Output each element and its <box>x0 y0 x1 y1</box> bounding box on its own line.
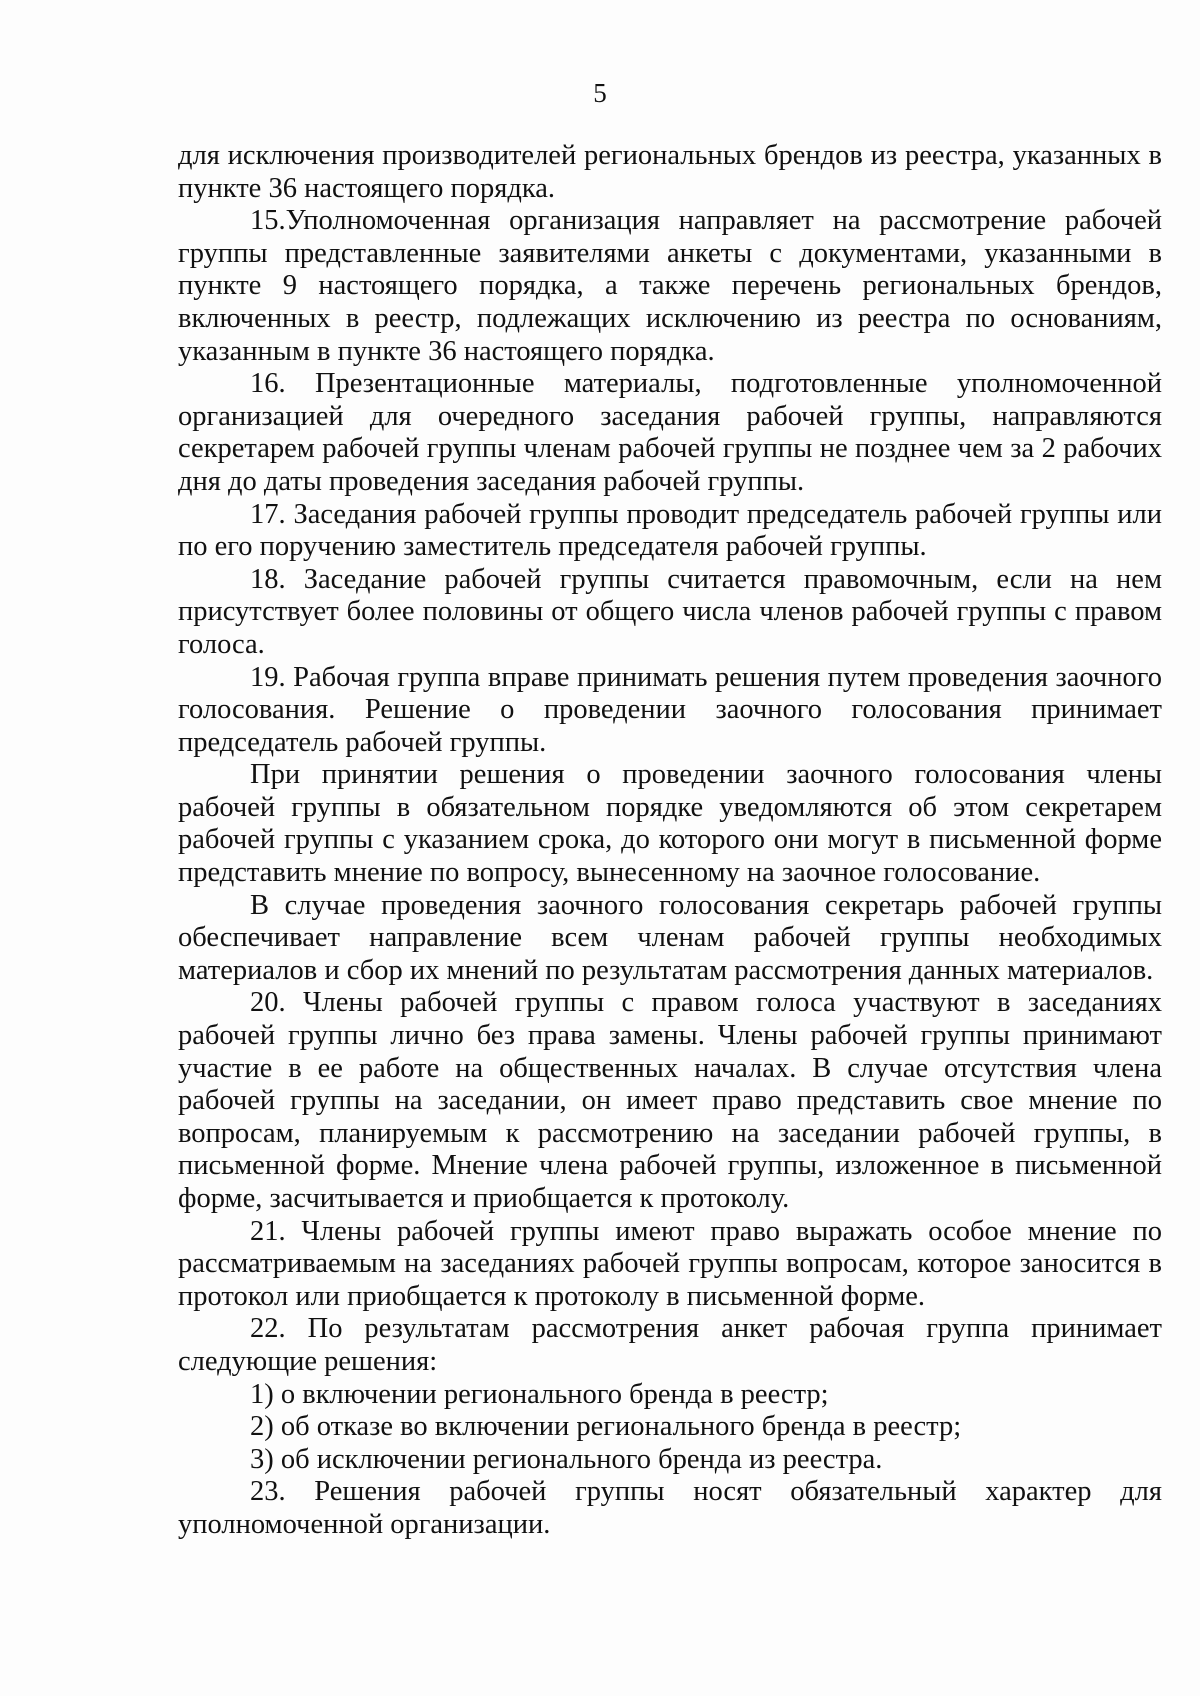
paragraph-item-17: 17. Заседания рабочей группы проводит председатель рабочей группы или по его поручению заместитель председателя рабочей группы. <box>178 498 1162 563</box>
paragraph-item-20: 20. Члены рабочей группы с правом голоса участвуют в заседаниях рабочей группы лично без права замены. Члены рабочей группы принимают участие в ее работе на общественных началах. В случае отсутствия члена рабочей группы на заседании, он имеет право представить свое мнение по вопросам, планируемым к рассмотрению на заседании рабочей группы, в письменной форме. Мнение члена рабочей группы, изложенное в письменной форме, засчитывается и приобщается к протоколу. <box>178 987 1162 1214</box>
paragraph-item-15: 15.Уполномоченная организация направляет на рассмотрение рабочей группы представленные заявителями анкеты с документами, указанными в пункте 9 настоящего порядка, а также перечень региональных брендов, включенных в реестр, подлежащих исключению из реестра по основаниям, указанным в пункте 36 настоящего порядка. <box>178 205 1162 367</box>
decision-option-2: 2) об отказе во включении регионального бренда в реестр; <box>250 1411 962 1443</box>
paragraph-item-21: 21. Члены рабочей группы имеют право выражать особое мнение по рассматриваемым на заседаниях рабочей группы вопросам, которое заносится в протокол или приобщается к протоколу в письменной форме. <box>178 1215 1162 1312</box>
paragraph-item-19: 19. Рабочая группа вправе принимать решения путем проведения заочного голосования. Решение о проведении заочного голосования принимает председатель рабочей группы. <box>178 661 1162 758</box>
paragraph-item-19-part-3: В случае проведения заочного голосования секретарь рабочей группы обеспечивает направление всем членам рабочей группы необходимых материалов и сбор их мнений по результатам рассмотрения данных материалов. <box>178 889 1162 986</box>
paragraph-item-19-part-2: При принятии решения о проведении заочного голосования члены рабочей группы в обязательном порядке уведомляются об этом секретарем рабочей группы с указанием срока, до которого они могут в письменной форме представить мнение по вопросу, вынесенному на заочное голосование. <box>178 759 1162 889</box>
page-number: 5 <box>593 78 607 108</box>
paragraph-continuation: для исключения производителей региональных брендов из реестра, указанных в пункте 36 настоящего порядка. <box>178 140 1162 204</box>
paragraph-item-23: 23. Решения рабочей группы носят обязательный характер для уполномоченной организации. <box>178 1476 1162 1540</box>
paragraph-item-22: 22. По результатам рассмотрения анкет рабочая группа принимает следующие решения: <box>178 1313 1162 1377</box>
decision-option-1: 1) о включении регионального бренда в реестр; <box>250 1378 829 1410</box>
document-body <box>178 140 1162 1542</box>
paragraph-item-16: 16. Презентационные материалы, подготовленные уполномоченной организацией для очередного заседания рабочей группы, направляются секретарем рабочей группы членам рабочей группы не позднее чем за 2 рабочих дня до даты проведения заседания рабочей группы. <box>178 368 1162 497</box>
decision-option-3: 3) об исключении регионального бренда из реестра. <box>250 1443 883 1475</box>
paragraph-item-18: 18. Заседание рабочей группы считается правомочным, если на нем присутствует более половины от общего числа членов рабочей группы с правом голоса. <box>178 563 1162 660</box>
